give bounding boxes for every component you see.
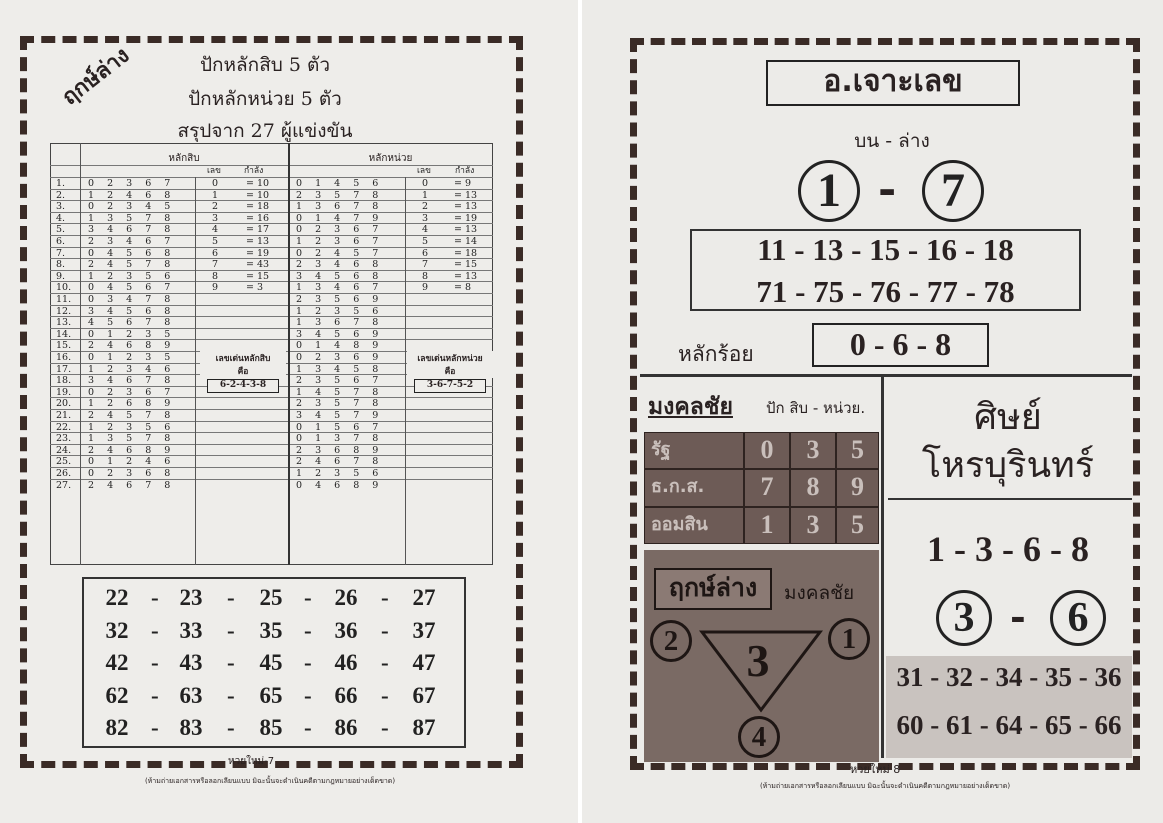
pair-number: 45	[259, 650, 283, 675]
dash: -	[381, 682, 389, 708]
units-digits: 0 1 4 8 9	[296, 340, 384, 352]
candidate-table	[50, 143, 493, 565]
mongkol-digit: 3	[790, 507, 836, 544]
triangle-bottom-circle: 4	[738, 716, 780, 758]
disciple-row-1: 31 - 32 - 34 - 35 - 36	[896, 662, 1122, 692]
units-power-digit: 1	[422, 189, 429, 201]
table-row	[50, 479, 493, 491]
mongkol-subtitle: ปัก สิบ - หน่วย.	[766, 399, 866, 417]
row-number: 10.	[56, 282, 72, 294]
pair-number: 65	[259, 682, 283, 708]
units-digit-header: เลข	[417, 166, 431, 177]
tens-digits: 1 2 3 5 6	[88, 421, 176, 433]
mongkol-digit: 5	[836, 507, 879, 544]
dash: -	[304, 650, 312, 675]
table-row	[50, 409, 493, 421]
row-number: 5.	[56, 224, 66, 236]
table-row	[50, 444, 493, 456]
col-header-tens: หลักสิบ	[168, 153, 200, 164]
mongkol-row-label: ธ.ก.ส.	[644, 469, 744, 506]
dash: -	[151, 715, 159, 740]
row-number: 14.	[56, 328, 72, 340]
tens-power-digit: 5	[212, 236, 219, 247]
tens-power-digit: 7	[212, 259, 219, 271]
tens-digits: 2 4 6 8 9	[88, 444, 176, 456]
row-number: 8.	[56, 259, 66, 271]
row-number: 15.	[56, 340, 72, 352]
dash: -	[381, 650, 389, 675]
mongkol-row-label: รัฐ	[644, 432, 744, 469]
dash: -	[381, 585, 389, 610]
table-row	[50, 223, 493, 235]
tens-digits: 1 3 5 7 8	[88, 433, 176, 445]
mongkol-digit: 9	[836, 469, 879, 506]
tens-power-value: = 15	[246, 270, 270, 282]
row-number: 12.	[56, 305, 72, 317]
triangle-left-circle: 2	[650, 620, 692, 662]
row-number: 22.	[56, 421, 72, 433]
pair-number: 83	[179, 715, 203, 740]
tens-power-value: = 43	[246, 259, 270, 271]
lower-sub: มงคลชัย	[784, 582, 855, 604]
tens-digits: 0 2 3 4 5	[88, 201, 176, 213]
mongkol-digit: 0	[744, 432, 790, 469]
units-digits: 1 3 6 7 8	[296, 317, 384, 329]
units-power-digit: 6	[422, 247, 429, 259]
col-header-units: หลักหน่วย	[368, 153, 413, 164]
units-digits: 1 4 5 7 8	[296, 386, 384, 398]
pair-number: 32	[105, 617, 129, 643]
tens-digits: 3 4 6 7 8	[88, 375, 176, 387]
units-power-header: กำลัง	[455, 166, 475, 177]
footer-title: หวยใหม่ 8	[850, 763, 901, 776]
tens-power-digit: 0	[212, 178, 219, 189]
units-digits: 1 3 6 7 8	[296, 201, 384, 213]
units-digits: 2 4 6 7 8	[296, 456, 384, 468]
pair-number: 47	[412, 650, 436, 675]
footer-title: หวยใหม่-7	[228, 756, 275, 767]
units-digits: 1 2 3 6 7	[296, 236, 384, 247]
subtitle: บน - ล่าง	[854, 130, 930, 152]
units-digits: 0 1 5 6 7	[296, 421, 384, 433]
row-number: 27.	[56, 479, 72, 491]
row-number: 6.	[56, 236, 66, 247]
units-power-digit: 5	[422, 236, 429, 247]
footer-note: (ห้ามถ่ายเอกสารหรือลอกเลียนแบบ มิฉะนั้นจะดำเนินคดีตามกฎหมายอย่างเด็ดขาด)	[759, 782, 1011, 790]
number-row-1: 11 - 13 - 15 - 16 - 18	[757, 232, 1014, 267]
tens-hot-label: เลขเด่นหลักสิบ	[200, 351, 286, 365]
table-row	[50, 455, 493, 467]
row-number: 20.	[56, 398, 72, 410]
table-row	[50, 316, 493, 328]
pair-number: 42	[105, 650, 129, 675]
tens-power-header: กำลัง	[244, 166, 264, 177]
units-digits: 1 2 3 5 6	[296, 468, 384, 479]
divider	[80, 143, 81, 565]
tens-digits: 0 2 3 6 7	[88, 178, 176, 189]
pair-number: 26	[334, 585, 358, 610]
tens-digits: 2 4 5 7 8	[88, 259, 176, 271]
tens-power-value: = 19	[246, 247, 270, 259]
tens-power-value: = 10	[246, 189, 270, 201]
units-power-value: = 18	[454, 247, 478, 259]
row-number: 24.	[56, 444, 72, 456]
heading-line-1: ปักหลักสิบ 5 ตัว	[199, 54, 331, 76]
pair-number: 62	[105, 682, 129, 708]
tens-digits: 2 3 4 6 7	[88, 236, 176, 247]
units-hot-is-label: คือ	[407, 364, 493, 378]
units-digits: 0 1 4 5 6	[296, 178, 384, 189]
units-power-digit: 8	[422, 270, 429, 282]
mongkol-digit: 7	[744, 469, 790, 506]
pair-number: 36	[334, 617, 358, 643]
pair-number: 33	[179, 617, 203, 643]
tens-digit-header: เลข	[207, 166, 221, 177]
row-number: 13.	[56, 317, 72, 329]
tens-digits: 1 3 5 7 8	[88, 212, 176, 224]
tens-digits: 0 1 2 3 5	[88, 352, 176, 363]
disciple-digits: 1 - 3 - 6 - 8	[927, 529, 1089, 569]
dash: -	[227, 617, 235, 643]
table-row	[50, 305, 493, 317]
units-power-value: = 13	[454, 224, 478, 236]
tens-hot-value: 6-2-4-3-8	[207, 379, 279, 393]
tens-power-digit: 8	[212, 270, 219, 282]
units-digits: 2 3 4 6 8	[296, 259, 384, 271]
tens-digits: 0 4 5 6 8	[88, 247, 176, 259]
mongkol-row-label: ออมสิน	[644, 507, 744, 544]
units-hot-value: 3-6-7-5-2	[414, 379, 486, 393]
pair-number: 82	[105, 715, 129, 740]
dash: -	[304, 617, 312, 643]
tens-digits: 0 1 2 3 5	[88, 328, 176, 340]
pair-number: 67	[412, 682, 436, 708]
table-row	[50, 328, 493, 340]
tens-power-value: = 18	[246, 201, 270, 213]
footer-note: (ห้ามถ่ายเอกสารหรือลอกเลียนแบบ มิฉะนั้นจะดำเนินคดีตามกฎหมายอย่างเด็ดขาด)	[144, 777, 396, 785]
dash: -	[151, 617, 159, 643]
tens-power-digit: 2	[212, 201, 219, 213]
units-power-value: = 8	[454, 282, 472, 294]
row-number: 11.	[56, 294, 72, 305]
divider	[288, 143, 290, 565]
mongkol-title: มงคลชัย	[648, 394, 733, 420]
table-row	[50, 200, 493, 212]
hundreds-value: 0 - 6 - 8	[812, 323, 989, 367]
tens-power-digit: 6	[212, 247, 219, 259]
tens-digits: 2 4 6 8 9	[88, 340, 176, 352]
disciple-title: ศิษย์	[974, 397, 1042, 438]
pair-number: 66	[334, 682, 358, 708]
triangle-center-digit: 3	[746, 635, 770, 686]
left-page	[0, 0, 578, 823]
units-power-digit: 3	[422, 212, 429, 224]
row-number: 23.	[56, 433, 72, 445]
dash: -	[304, 682, 312, 708]
divider	[195, 177, 196, 565]
section-divider	[640, 374, 1132, 377]
row-number: 2.	[56, 189, 66, 201]
dash: -	[381, 617, 389, 643]
tens-power-value: = 3	[246, 282, 264, 294]
row-number: 17.	[56, 363, 72, 375]
stamp-label: ฤกษ์ล่าง	[57, 42, 135, 111]
units-power-value: = 19	[454, 212, 478, 224]
tens-digits: 0 4 5 6 7	[88, 282, 176, 294]
mongkol-digit: 1	[744, 507, 790, 544]
row-number: 18.	[56, 375, 72, 387]
disciple-divider	[888, 498, 1132, 500]
disciple-pair-circle-1: 3	[936, 590, 992, 646]
pair-number: 85	[259, 715, 283, 740]
tens-power-value: = 16	[246, 212, 270, 224]
units-power-digit: 4	[422, 224, 429, 236]
pair-number: 23	[179, 585, 203, 610]
tens-digits: 1 2 4 6 8	[88, 189, 176, 201]
pair-number: 87	[412, 715, 436, 740]
tens-digits: 0 1 2 4 6	[88, 456, 176, 468]
divider	[405, 177, 406, 565]
dash: -	[381, 715, 389, 740]
units-digits: 0 2 3 6 7	[296, 224, 384, 236]
units-digits: 0 1 4 7 9	[296, 212, 384, 224]
units-power-value: = 13	[454, 189, 478, 201]
tens-digits: 3 4 6 7 8	[88, 224, 176, 236]
lower-label: ฤกษ์ล่าง	[654, 568, 772, 610]
tens-digits: 3 4 5 6 8	[88, 305, 176, 317]
units-digits: 2 3 5 6 9	[296, 294, 384, 305]
main-title: อ.เจาะเลข	[766, 60, 1020, 106]
dash: -	[304, 585, 312, 610]
units-power-value: = 15	[454, 259, 478, 271]
units-power-value: = 13	[454, 270, 478, 282]
table-row	[50, 258, 493, 270]
dash: -	[227, 585, 235, 610]
table-row	[50, 235, 493, 247]
dash: -	[1010, 594, 1026, 639]
pair-number: 63	[179, 682, 203, 708]
heading-line-2: ปักหลักหน่วย 5 ตัว	[188, 88, 342, 110]
tens-digits: 1 2 3 5 6	[88, 270, 176, 282]
units-digits: 1 2 3 5 6	[296, 305, 384, 317]
table-row	[50, 212, 493, 224]
mongkol-digit: 5	[836, 432, 879, 469]
mongkol-digit: 3	[790, 432, 836, 469]
pair-number: 46	[334, 650, 358, 675]
units-digits: 0 4 6 8 9	[296, 479, 384, 491]
tens-digits: 0 3 4 7 8	[88, 294, 176, 305]
table-row	[50, 270, 493, 282]
tens-power-value: = 10	[246, 178, 270, 189]
units-digits: 0 1 3 7 8	[296, 433, 384, 445]
dash: -	[151, 682, 159, 708]
heading-line-3: สรุปจาก 27 ผู้แข่งขัน	[177, 120, 353, 142]
units-hot-label: เลขเด่นหลักหน่วย	[407, 351, 493, 365]
pair-number: 37	[412, 617, 436, 643]
units-digits: 2 3 5 6 7	[296, 375, 384, 387]
dash: -	[151, 650, 159, 675]
units-digits: 1 3 4 6 7	[296, 282, 384, 294]
table-row	[50, 189, 493, 201]
tens-power-digit: 9	[212, 282, 219, 294]
dash: -	[304, 715, 312, 740]
table-row	[50, 177, 493, 189]
pair-number: 25	[259, 585, 283, 610]
dash: -	[227, 650, 235, 675]
row-number: 9.	[56, 270, 66, 282]
units-power-value: = 14	[454, 236, 478, 247]
tens-digits: 2 4 5 7 8	[88, 410, 176, 421]
units-power-digit: 0	[422, 178, 429, 189]
row-number: 1.	[56, 178, 66, 189]
dash: -	[227, 682, 235, 708]
hundreds-label: หลักร้อย	[678, 342, 754, 366]
row-number: 25.	[56, 456, 72, 468]
table-row	[50, 467, 493, 479]
row-number: 4.	[56, 212, 66, 224]
tens-power-value: = 13	[246, 236, 270, 247]
units-power-value: = 9	[454, 178, 472, 189]
tens-power-digit: 3	[212, 212, 219, 224]
tens-digits: 1 2 3 4 6	[88, 363, 176, 375]
table-row	[50, 432, 493, 444]
units-power-digit: 7	[422, 259, 429, 271]
tens-digits: 1 2 6 8 9	[88, 398, 176, 410]
tens-digits: 0 2 3 6 7	[88, 386, 176, 398]
units-digits: 2 3 5 7 8	[296, 398, 384, 410]
disciple-name: โหรบุรินทร์	[921, 445, 1095, 486]
dash: -	[227, 715, 235, 740]
pair-number: 86	[334, 715, 358, 740]
pair-number: 43	[179, 650, 203, 675]
pair-number: 27	[412, 585, 436, 610]
units-digits: 0 2 4 5 7	[296, 247, 384, 259]
tens-power-value: = 17	[246, 224, 270, 236]
table-row	[50, 247, 493, 259]
table-row	[50, 293, 493, 305]
pair-number: 35	[259, 617, 283, 643]
units-digits: 2 3 5 7 8	[296, 189, 384, 201]
row-number: 16.	[56, 352, 72, 363]
table-row	[50, 421, 493, 433]
units-digits: 3 4 5 6 8	[296, 270, 384, 282]
tens-power-digit: 1	[212, 189, 219, 201]
row-number: 21.	[56, 410, 72, 421]
units-power-digit: 9	[422, 282, 429, 294]
tens-power-digit: 4	[212, 224, 219, 236]
units-digits: 3 4 5 7 9	[296, 410, 384, 421]
row-number: 19.	[56, 386, 72, 398]
units-digits: 2 3 6 8 9	[296, 444, 384, 456]
row-number: 26.	[56, 468, 72, 479]
bottom-digit-circle: 7	[922, 160, 984, 222]
row-number: 7.	[56, 247, 66, 259]
pair-number: 22	[105, 585, 129, 610]
table-row	[50, 397, 493, 409]
row-number: 3.	[56, 201, 66, 213]
power-header-row	[50, 165, 493, 177]
tens-digits: 4 5 6 7 8	[88, 317, 176, 329]
units-power-value: = 13	[454, 201, 478, 213]
dash: -	[151, 585, 159, 610]
top-digit-circle: 1	[798, 160, 860, 222]
units-power-digit: 2	[422, 201, 429, 213]
units-digits: 1 3 4 5 8	[296, 363, 384, 375]
mongkol-digit: 8	[790, 469, 836, 506]
tens-digits: 2 4 6 7 8	[88, 479, 176, 491]
disciple-pair-circle-2: 6	[1050, 590, 1106, 646]
dash: -	[878, 164, 897, 215]
units-digits: 3 4 5 6 9	[296, 328, 384, 340]
table-row	[50, 339, 493, 351]
units-digits: 0 2 3 6 9	[296, 352, 384, 363]
tens-hot-is-label: คือ	[200, 364, 286, 378]
right-page	[582, 0, 1163, 823]
number-row-2: 71 - 75 - 76 - 77 - 78	[756, 274, 1015, 309]
table-row	[50, 281, 493, 293]
tens-digits: 0 2 3 6 8	[88, 468, 176, 479]
triangle-right-circle: 1	[828, 618, 870, 660]
disciple-row-2: 60 - 61 - 64 - 65 - 66	[896, 710, 1122, 740]
